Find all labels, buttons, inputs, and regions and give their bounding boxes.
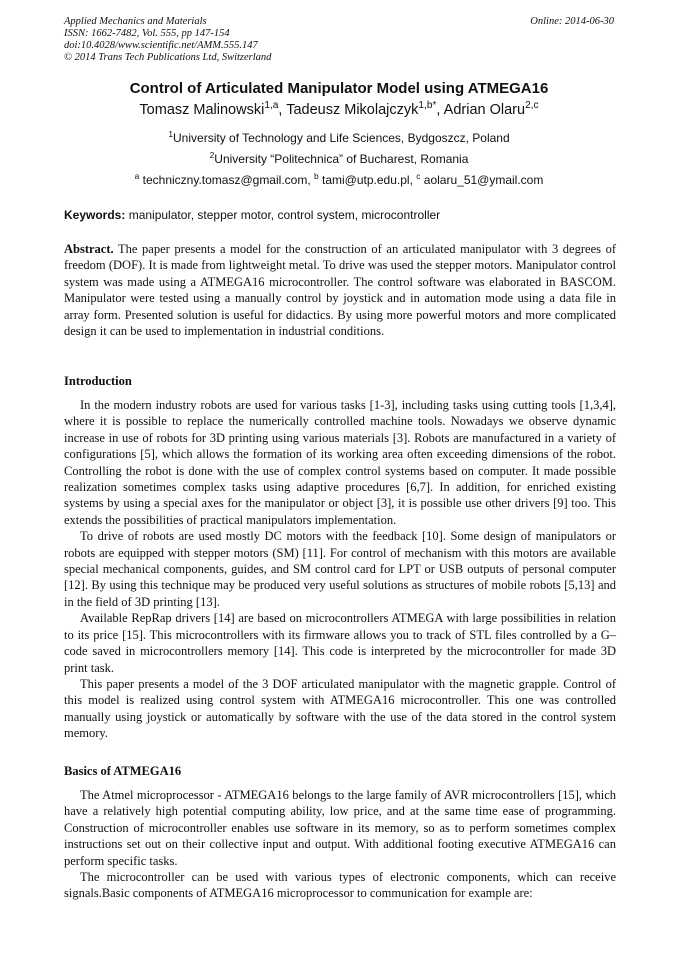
email-line bbox=[40, 173, 638, 187]
doi-line: doi:10.4028/www.scientific.net/AMM.555.147 bbox=[64, 40, 258, 51]
journal-name: Applied Mechanics and Materials bbox=[64, 16, 207, 27]
email-mark: c bbox=[416, 171, 421, 181]
journal-header bbox=[64, 16, 271, 64]
author-name: Tomasz Malinowski bbox=[139, 102, 265, 118]
section-heading-introduction: Introduction bbox=[64, 374, 132, 388]
copyright-line: © 2014 Trans Tech Publications Ltd, Switzerland bbox=[64, 52, 272, 63]
email-address: tami@utp.edu.pl, bbox=[322, 173, 417, 187]
email-address: aolaru_51@ymail.com bbox=[423, 173, 544, 187]
abstract-paragraph bbox=[64, 241, 616, 339]
paragraph: Available RepRap drivers [14] are based on microcontrollers ATMEGA with large possibilities in relation to its price [15]. This microcontrollers with its firmware allows you to track of STL files controlled by a G–code saved in microcontrollers memory [14]. This code is interpreted by the microcontroller for made 3D print task. bbox=[64, 611, 616, 675]
keywords bbox=[64, 208, 616, 222]
author-separator: , bbox=[436, 102, 444, 118]
author-name: Adrian Olaru bbox=[443, 102, 526, 118]
introduction-body bbox=[64, 397, 616, 742]
affiliation bbox=[40, 131, 638, 145]
author-affil-mark: 2,c bbox=[525, 100, 539, 112]
paragraph: This paper presents a model of the 3 DOF articulated manipulator with the magnetic grapple. Control of this model is realized using control system with ATMEGA16 microcontroller. This one was controlled manually using joystick or automatically by software with the use of the data stored in the control system memory. bbox=[64, 676, 616, 741]
author-affil-mark: 1,b* bbox=[418, 100, 437, 112]
basics-body bbox=[64, 787, 616, 902]
affiliation-text: University of Technology and Life Sciences, Bydgoszcz, Poland bbox=[173, 131, 510, 145]
email-mark: a bbox=[134, 171, 140, 181]
paragraph: In the modern industry robots are used for various tasks [1-3], including tasks using cutting tools [1,3,4], where it is possible to replace the numerically controlled machine tools. Nowadays we observe dynamic increase in use of robots for 3D printing using various materials [3]. Robots are manufactured in a variety of configurations [5], which allows the formation of its working area often exceeding dimensions of the robot. Controlling the robot is done with the use of complex control systems based on computer. It made possible realization sometimes complex tasks using adaptive procedures [6,7]. In addition, for enriched existing systems by using a special axes for the manipulator or object [3], it is possible use other drivers [9] too. This extends the possibilities of practical manipulators implementation. bbox=[64, 398, 616, 527]
affiliation-text: University “Politechnica” of Bucharest, Romania bbox=[214, 152, 469, 166]
author-affil-mark: 1,a bbox=[264, 100, 279, 112]
online-date: Online: 2014-06-30 bbox=[530, 16, 614, 27]
email-address: techniczny.tomasz@gmail.com, bbox=[142, 173, 314, 187]
keywords-label: Keywords: bbox=[64, 208, 126, 222]
author-list bbox=[40, 102, 638, 118]
affiliation bbox=[40, 152, 638, 166]
paragraph: The microcontroller can be used with various types of electronic components, which can receive signals.Basic components of ATMEGA16 microprocessor to communication for example are: bbox=[64, 870, 616, 901]
abstract-label: Abstract. bbox=[64, 242, 114, 256]
abstract-text: The paper presents a model for the construction of an articulated manipulator with 3 degrees of freedom (DOF). It is made from lightweight metal. To drive was used the stepper motors. Manipulator control system was made using a ATMEGA16 microcontroller. The control software was elaborated in BASCOM. Manipulator were tested using a manually control by joystick and in automation mode using a data file in array form. Presented solution is useful for didactics. By using more powerful motors and more complicated design it can be used to implementation in industrial conditions. bbox=[64, 242, 616, 339]
issn-line: ISSN: 1662-7482, Vol. 555, pp 147-154 bbox=[64, 28, 230, 39]
section-heading-basics: Basics of ATMEGA16 bbox=[64, 764, 182, 778]
affiliation-mark: 2 bbox=[209, 150, 215, 160]
paragraph: The Atmel microprocessor - ATMEGA16 belongs to the large family of AVR microcontrollers [15], which have a relatively high potential computing ability, low price, and at the same time ease of programming. Construction of microcontroller enables use software in its memory, so as to perform sometimes complex instructions set out on their collective input and output. With additional footing executive ATMEGA16 can perform specific tasks. bbox=[64, 788, 616, 868]
email-mark: b bbox=[314, 171, 319, 181]
abstract bbox=[64, 241, 616, 339]
affiliation-mark: 1 bbox=[168, 129, 174, 139]
author-name: Tadeusz Mikolajczyk bbox=[286, 102, 419, 118]
paragraph: To drive of robots are used mostly DC motors with the feedback [10]. Some design of manipulators or robots are equipped with stepper motors (SM) [11]. For control of mechanism with this motors are available special mechanical components, guides, and SM control card for LPT or USB outputs of personal computer [12]. By using this technique may be produced very useful solutions as structures of mobile robots [5,13] and in the field of 3D printing [13]. bbox=[64, 529, 616, 609]
paper-title: Control of Articulated Manipulator Model using ATMEGA16 bbox=[129, 80, 549, 97]
keywords-text: manipulator, stepper motor, control system, microcontroller bbox=[125, 208, 441, 222]
author-separator: , bbox=[278, 102, 287, 118]
